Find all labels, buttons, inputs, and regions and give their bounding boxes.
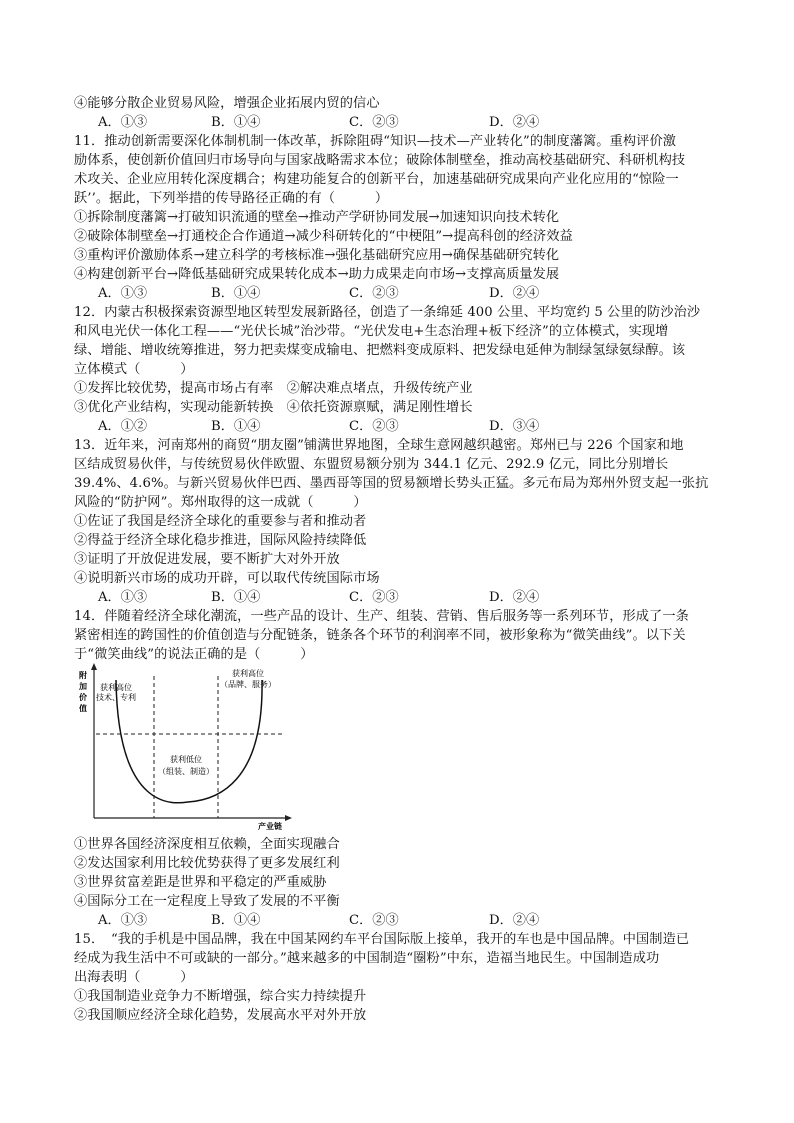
q13-option-a[interactable]: A．①③ bbox=[98, 590, 148, 605]
low-label-2: （组装、制造） bbox=[158, 767, 214, 776]
q12-stem-line: 和风电光伏一体化工程——“光伏长城”治沙带。“光伏发电+生态治理+板下经济”的立体模式，实现增 bbox=[74, 324, 669, 339]
smile-curve-figure bbox=[74, 662, 296, 834]
y-axis-label-char: 附 bbox=[79, 671, 87, 680]
q15-stem-line: 经成为我生活中不可或缺的一部分。”越来越多的中国制造“圈粉”中东，造福当地民生。中国制造成功 bbox=[74, 951, 660, 966]
q12-stem-line: 立体模式（ ） bbox=[74, 362, 194, 377]
q10-options bbox=[98, 113, 658, 132]
q14-option-d[interactable]: D．②④ bbox=[489, 913, 540, 928]
q11-stem-line: 跃’’。据此，下列举措的传导路径正确的有（ ） bbox=[74, 191, 389, 206]
q14-item-4: ④国际分工在一定程度上导致了发展的不平衡 bbox=[74, 894, 340, 909]
q11-stem-line: 11．推动创新需要深化体制机制一体改革，拆除阻碍“知识—技术—产业转化”的制度藩篱。重构评价激 bbox=[74, 134, 677, 149]
q14-option-c[interactable]: C．②③ bbox=[349, 913, 399, 928]
q14-item-3: ③世界贫富差距是世界和平稳定的严重威胁 bbox=[74, 875, 327, 890]
q14-stem-line: 于“微笑曲线”的说法正确的是（ ） bbox=[74, 647, 314, 662]
q11-item-1: ①拆除制度藩篱→打破知识流通的壁垒→推动产学研协同发展→加速知识向技术转化 bbox=[74, 210, 560, 225]
q11-option-d[interactable]: D．②④ bbox=[489, 286, 540, 301]
q13-stem-line: 39.4%、4.6%。与新兴贸易伙伴巴西、墨西哥等国的贸易额增长势头正猛。多元布局为郑州外贸支起一张抗 bbox=[74, 476, 709, 491]
q14-option-a[interactable]: A．①③ bbox=[98, 913, 148, 928]
q10-option-b[interactable]: B．①④ bbox=[211, 115, 261, 130]
y-axis-label-char: 价 bbox=[79, 693, 87, 702]
q12-stem-line: 12．内蒙古积极探索资源型地区转型发展新路径，创造了一条绵延 400 公里、平均宽约 5 公里的防沙治沙 bbox=[74, 305, 701, 320]
q12-items-row-2: ③优化产业结构，实现动能新转换 ④依托资源禀赋，满足刚性增长 bbox=[74, 400, 473, 415]
left-high-label-2: 技术、专利 bbox=[96, 693, 136, 702]
q15-item-1: ①我国制造业竞争力不断增强，综合实力持续提升 bbox=[74, 989, 367, 1004]
y-axis-arrow bbox=[91, 663, 97, 670]
y-axis-label-char: 加 bbox=[79, 682, 87, 691]
q11-option-a[interactable]: A．①③ bbox=[98, 286, 148, 301]
q13-options bbox=[98, 588, 658, 607]
q13-item-4: ④说明新兴市场的成功开辟，可以取代传统国际市场 bbox=[74, 571, 380, 586]
q14-options bbox=[98, 911, 658, 930]
q14-stem-line: 紧密相连的跨国性的价值创造与分配链条，链条各个环节的利润率不同，被形象称为“微笑曲线”。以下关 bbox=[74, 628, 686, 643]
q12-option-b[interactable]: B．①④ bbox=[211, 419, 261, 434]
q14-item-1: ①世界各国经济深度相互依赖，全面实现融合 bbox=[74, 837, 340, 852]
q13-option-b[interactable]: B．①④ bbox=[211, 590, 261, 605]
y-axis-label-char: 值 bbox=[79, 704, 87, 713]
q12-option-d[interactable]: D．③④ bbox=[489, 419, 540, 434]
q11-option-c[interactable]: C．②③ bbox=[349, 286, 399, 301]
q10-option-a[interactable]: A．①③ bbox=[98, 115, 148, 130]
q10-option-d[interactable]: D．②④ bbox=[489, 115, 540, 130]
q14-stem-line: 14．伴随着经济全球化潮流，一些产品的设计、生产、组装、营销、售后服务等一系列环节，形成了一条 bbox=[74, 609, 689, 624]
x-axis-arrow bbox=[285, 815, 292, 821]
x-axis-label: 产业链 bbox=[258, 822, 282, 831]
q15-item-2: ②我国顺应经济全球化趋势，发展高水平对外开放 bbox=[74, 1008, 367, 1023]
q11-stem-line: 励体系，使创新价值回归市场导向与国家战略需求本位；破除体制壁垒，推动高校基础研究、科研机构技 bbox=[74, 153, 686, 168]
q14-item-2: ②发达国家利用比较优势获得了更多发展红利 bbox=[74, 856, 340, 871]
q11-option-b[interactable]: B．①④ bbox=[211, 286, 261, 301]
q13-item-3: ③证明了开放促进发展，要不断扩大对外开放 bbox=[74, 552, 340, 567]
q15-stem-line: 出海表明（ ） bbox=[74, 970, 194, 985]
q13-item-1: ①佐证了我国是经济全球化的重要参与者和推动者 bbox=[74, 514, 367, 529]
q11-item-3: ③重构评价激励体系→建立科学的考核标准→强化基础研究应用→确保基础研究转化 bbox=[74, 248, 560, 263]
q13-stem-line: 13．近年来，河南郑州的商贸“朋友圈”铺满世界地图，全球生意网越织越密。郑州已与 226 个国家和地 bbox=[74, 438, 684, 453]
q10-item-4: ④能够分散企业贸易风险，增强企业拓展内贸的信心 bbox=[74, 96, 380, 111]
q12-stem-line: 绿、增能、增收统筹推进，努力把卖煤变成输电、把燃料变成原料、把发绿电延伸为制绿氢绿氨绿醇。该 bbox=[74, 343, 686, 358]
smile-curve-line bbox=[116, 680, 262, 803]
q11-options bbox=[98, 284, 658, 303]
q13-option-d[interactable]: D．②④ bbox=[489, 590, 540, 605]
smile-curve-svg bbox=[74, 662, 296, 834]
q12-option-c[interactable]: C．②③ bbox=[349, 419, 399, 434]
q11-stem-line: 术攻关、企业应用转化深度耦合；构建功能复合的创新平台，加速基础研究成果向产业化应用的“惊险一 bbox=[74, 172, 679, 187]
q13-stem-line: 区结成贸易伙伴，与传统贸易伙伴欧盟、东盟贸易额分别为 344.1 亿元、292.9 亿元，同比分别增长 bbox=[74, 457, 669, 472]
q12-items-row-1: ①发挥比较优势，提高市场占有率 ②解决难点堵点，升级传统产业 bbox=[74, 381, 473, 396]
low-label-1: 获利低位 bbox=[170, 755, 202, 764]
q15-stem-line: 15． “我的手机是中国品牌，我在中国某网约车平台国际版上接单，我开的车也是中国品牌。中国制造已 bbox=[74, 932, 690, 947]
q13-stem-line: 风险的“防护网”。郑州取得的这一成就（ ） bbox=[74, 495, 367, 510]
q11-item-4: ④构建创新平台→降低基础研究成果转化成本→助力成果走向市场→支撑高质量发展 bbox=[74, 267, 560, 282]
q13-option-c[interactable]: C．②③ bbox=[349, 590, 399, 605]
q12-options bbox=[98, 417, 658, 436]
left-high-label-1: 获利高位 bbox=[100, 683, 132, 692]
right-high-label-1: 获利高位 bbox=[232, 669, 264, 678]
right-high-label-2: （品牌、服务） bbox=[220, 680, 276, 689]
q10-option-c[interactable]: C．②③ bbox=[349, 115, 399, 130]
q12-option-a[interactable]: A．①② bbox=[98, 419, 148, 434]
q11-item-2: ②破除体制壁垒→打通校企合作通道→减少科研转化的“中梗阻”→提高科创的经济效益 bbox=[74, 229, 573, 244]
q13-item-2: ②得益于经济全球化稳步推进，国际风险持续降低 bbox=[74, 533, 367, 548]
q14-option-b[interactable]: B．①④ bbox=[211, 913, 261, 928]
